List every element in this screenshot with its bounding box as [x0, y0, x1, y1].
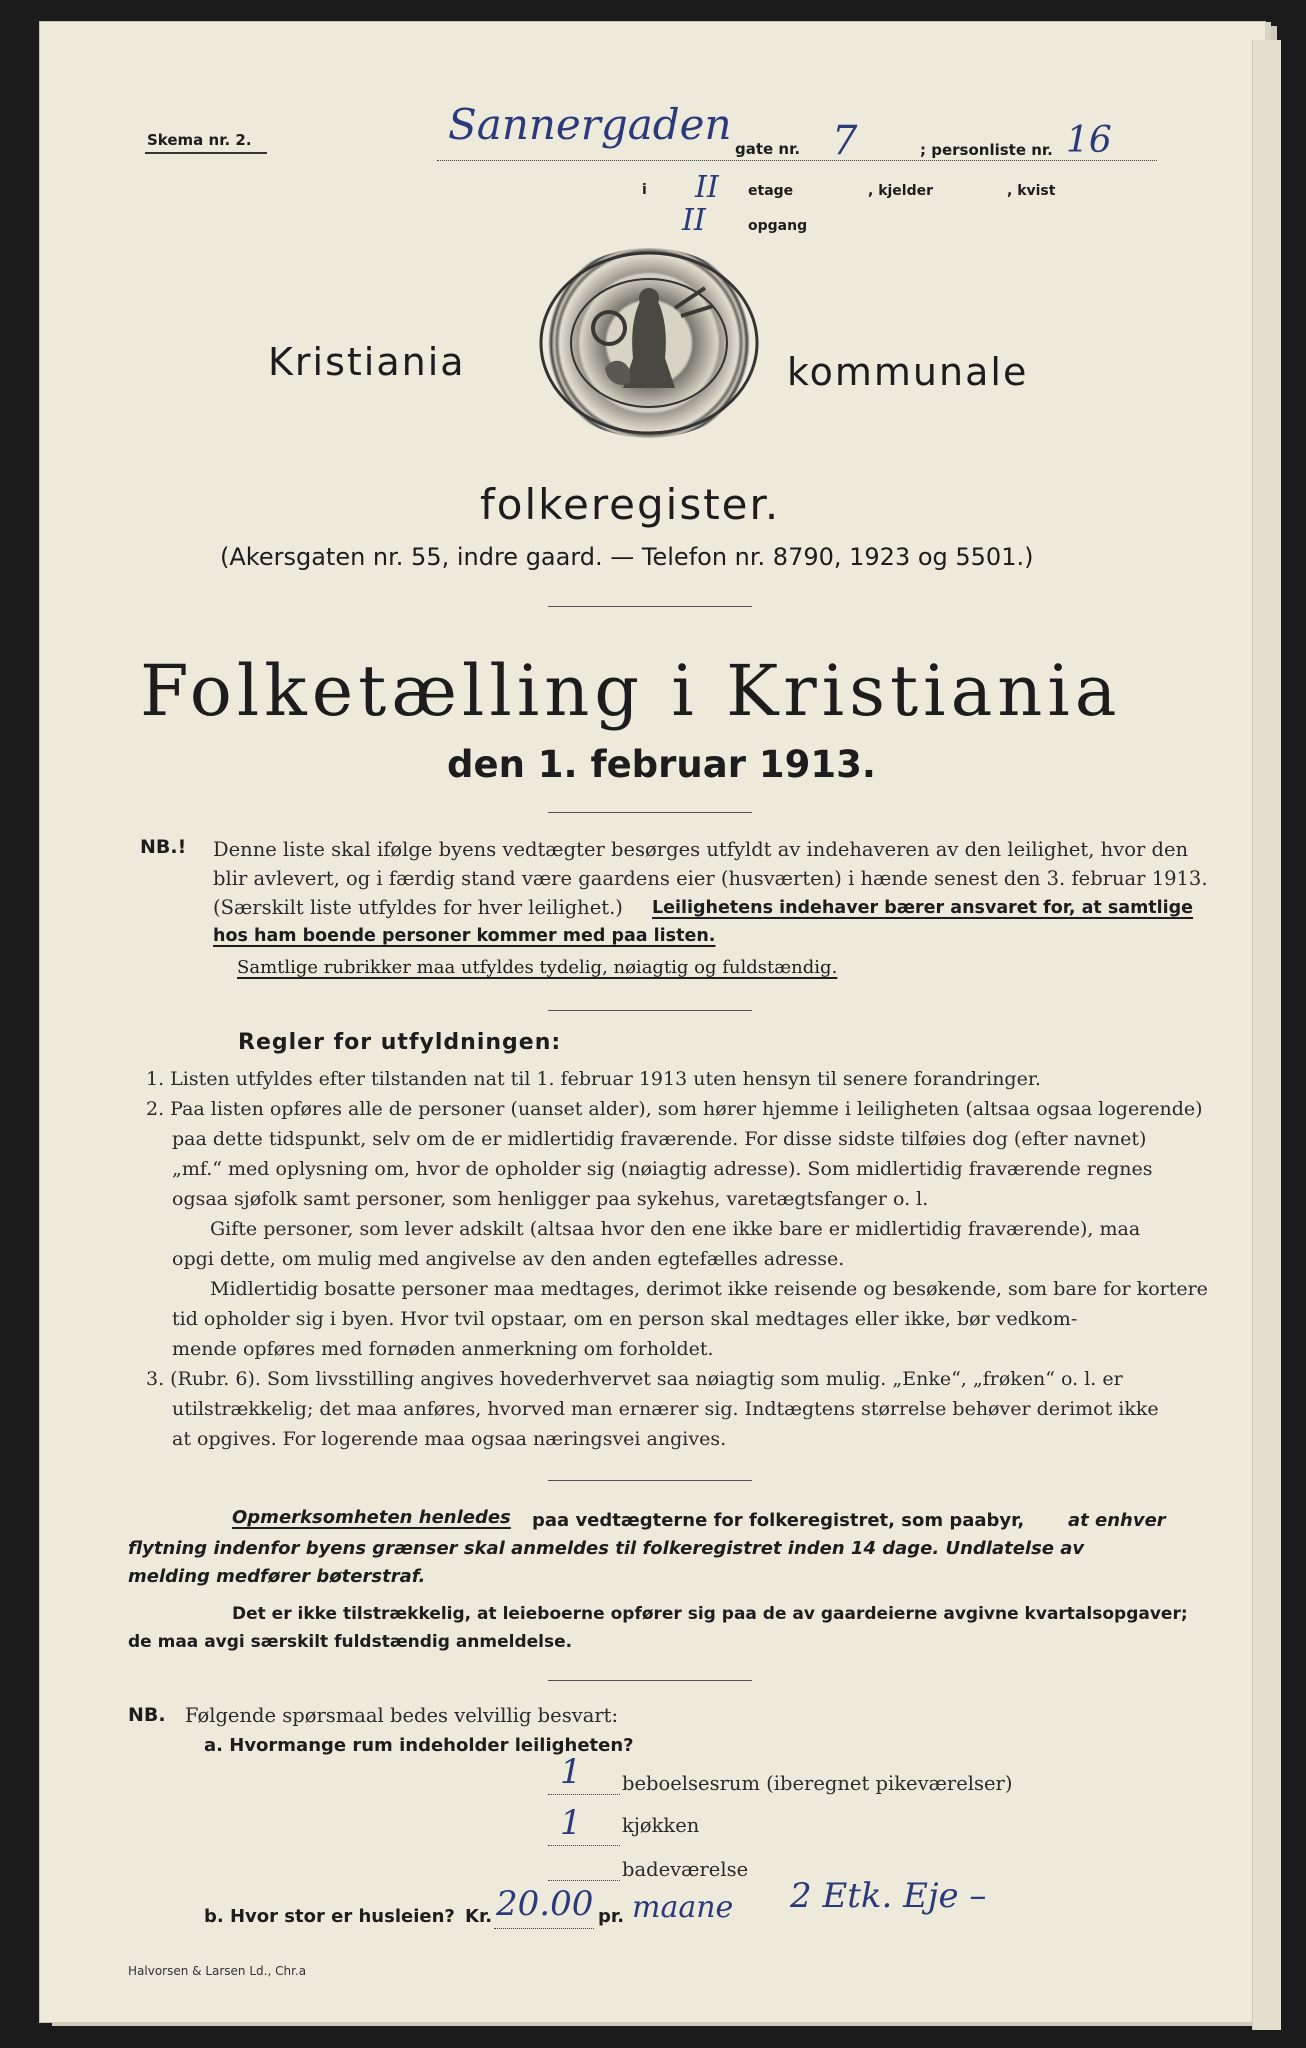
room-line-1: [548, 1794, 620, 1795]
opgang-handwritten: II: [682, 203, 706, 238]
rule-line: 3. (Rubr. 6). Som livsstilling angives hovederhvervet saa nøiagtig som mulig. „Enke“, „frøken“ o. l. er: [146, 1368, 1123, 1390]
questions-nb: NB.: [128, 1704, 166, 1726]
street-handwritten: Sannergaden: [448, 100, 732, 149]
kommunale-word: kommunale: [787, 350, 1029, 394]
room-count-beboelsesrum: 1: [560, 1752, 582, 1792]
pr-label: pr.: [598, 1906, 625, 1927]
seal-emblem: [535, 248, 763, 438]
nb-line-3b: Leilighetens indehaver bærer ansvaret for, at samtlige: [652, 898, 1194, 918]
etage-label: etage: [748, 183, 794, 199]
notice-line-5: de maa avgi særskilt fuldstændig anmeldelse.: [128, 1632, 573, 1652]
room-line-2: [548, 1845, 620, 1846]
rule-line: Midlertidig bosatte personer maa medtages, derimot ikke reisende og besøkende, som bare for kortere: [210, 1278, 1208, 1300]
questions-intro: Følgende spørsmaal bedes velvillig besvart:: [185, 1704, 619, 1727]
divider-1: [548, 606, 752, 607]
question-b: b. Hvor stor er husleien?: [204, 1906, 455, 1927]
kristiania-word: Kristiania: [268, 340, 466, 384]
divider-2: [548, 812, 752, 813]
rule-line: 1. Listen utfyldes efter tilstanden nat til 1. februar 1913 uten hensyn til senere forandringer.: [146, 1068, 1041, 1090]
notice-line-1c: at enhver: [1068, 1510, 1166, 1531]
room-count-kjokken: 1: [560, 1803, 582, 1843]
rule-line: opgi dette, om mulig med angivelse av den anden egtefælles adresse.: [172, 1248, 845, 1270]
personliste-number-handwritten: 16: [1066, 120, 1112, 161]
rule-line: utilstrækkelig; det maa anføres, hvorved man ernærer sig. Indtægtens størrelse behøver derimot ikke: [172, 1398, 1159, 1420]
period-handwritten: maane: [632, 1890, 734, 1925]
gate-label: gate nr.: [735, 140, 801, 158]
notice-line-2: flytning indenfor byens grænser skal anmeldes til folkeregistret inden 14 dage. Undlatelse av: [128, 1538, 1085, 1559]
rule-line: paa dette tidspunkt, selv om de er midlertidig fraværende. For disse sidste tilføies dog (efter navnet): [172, 1128, 1147, 1150]
city-seal: [535, 248, 763, 438]
divider-5: [548, 1680, 752, 1681]
census-date: den 1. februar 1913.: [447, 743, 876, 786]
nb-label: NB.!: [140, 836, 187, 858]
nb-line-2: blir avlevert, og i færdig stand være gaardens eier (husværten) i hænde senest den 3. februar 1913.: [213, 867, 1208, 890]
address-line: [437, 160, 1157, 161]
room-label-beboelsesrum: beboelsesrum (iberegnet pikeværelser): [622, 1772, 1013, 1795]
rule-line: ogsaa sjøfolk samt personer, som henligger paa sykehus, varetægtsfanger o. l.: [172, 1188, 929, 1210]
personliste-label: ; personliste nr.: [920, 141, 1053, 159]
rule-line: 2. Paa listen opføres alle de personer (uanset alder), som hører hjemme i leiligheten (altsaa ogsaa logerende): [146, 1098, 1203, 1120]
nb-line-1: Denne liste skal ifølge byens vedtægter besørges utfyldt av indehaveren av den leilighet, hvor den: [213, 838, 1189, 861]
rule-line: at opgives. For logerende maa ogsaa næringsvei angives.: [172, 1428, 727, 1450]
room-label-badevaerelse: badeværelse: [622, 1858, 749, 1881]
folkeregister-word: folkeregister.: [480, 480, 781, 529]
rule-line: mende opføres med fornøden anmerkning om forholdet.: [172, 1338, 714, 1360]
rules-heading: Regler for utfyldningen:: [238, 1030, 562, 1055]
rent-line: [494, 1928, 594, 1929]
rule-line: tid opholder sig i byen. Hvor tvil opstaar, om en person skal medtages eller ikke, bør vedkom-: [172, 1308, 1078, 1330]
page-edge: [1252, 40, 1281, 2030]
kvist-label: , kvist: [1007, 183, 1056, 199]
room-label-kjokken: kjøkken: [622, 1814, 700, 1837]
room-line-3: [548, 1880, 620, 1881]
kjelder-label: , kjelder: [868, 183, 934, 199]
divider-4: [548, 1480, 752, 1481]
divider-3: [548, 1010, 752, 1011]
notice-attention: Opmerksomheten henledes: [232, 1507, 511, 1528]
rule-line: „mf.“ med oplysning om, hvor de opholder sig (nøiagtig adresse). Som midlertidig fraværende regnes: [172, 1158, 1153, 1180]
rule-line: Gifte personer, som lever adskilt (altsaa hvor den ene ikke bare er midlertidig fraværende), maa: [210, 1218, 1141, 1240]
kr-label: Kr.: [465, 1906, 493, 1927]
notice-line-4: Det er ikke tilstrækkelig, at leieboerne opfører sig paa de av gaardeierne avgivne kvartalsopgaver;: [232, 1604, 1188, 1624]
census-title: Folketælling i Kristiania: [140, 650, 1122, 732]
printer-imprint: Halvorsen & Larsen Ld., Chr.a: [128, 1964, 307, 1978]
i-label: i: [642, 182, 647, 198]
skema-label: Skema nr. 2.: [147, 131, 252, 149]
notice-line-3: melding medfører bøterstraf.: [128, 1566, 426, 1587]
opgang-label: opgang: [748, 218, 808, 234]
nb-line-5: Samtlige rubrikker maa utfyldes tydelig, nøiagtig og fuldstændig.: [237, 957, 838, 978]
notice-line-1: paa vedtægterne for folkeregistret, som paabyr,: [532, 1510, 1025, 1531]
rent-handwritten: 20.00: [496, 1884, 594, 1924]
skema-underline: [145, 152, 267, 154]
nb-line-4: hos ham boende personer kommer med paa listen.: [213, 926, 716, 946]
office-address: (Akersgaten nr. 55, indre gaard. — Telefon nr. 8790, 1923 og 5501.): [220, 543, 1034, 571]
nb-line-3a: (Særskilt liste utfyldes for hver leilighet.): [213, 896, 623, 919]
gate-number-handwritten: 7: [832, 118, 858, 164]
question-a: a. Hvormange rum indeholder leiligheten?: [204, 1735, 634, 1756]
etage-handwritten: II: [695, 170, 719, 205]
note-handwritten: 2 Etk. Eje –: [790, 1876, 987, 1916]
